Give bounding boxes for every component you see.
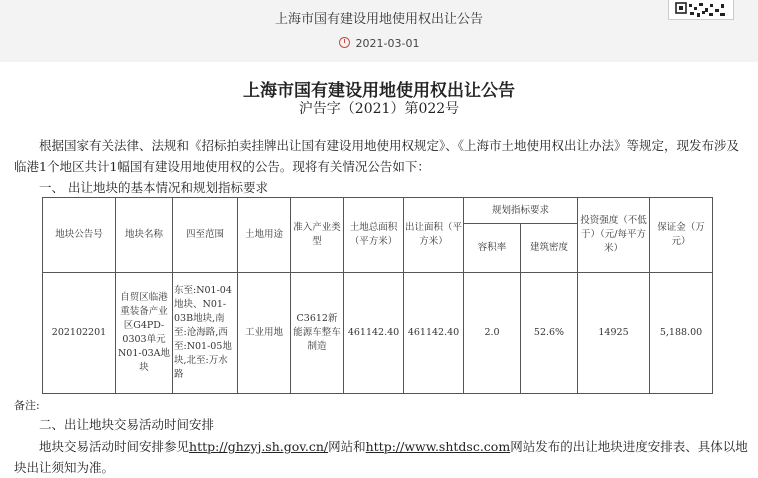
cell-industry: C3612新能源车整车制造 <box>291 273 344 394</box>
cell-transfer-area: 461142.40 <box>404 273 464 394</box>
cell-far: 2.0 <box>464 273 521 394</box>
plot-table <box>42 197 713 394</box>
header-total-area: 土地总面积（平方米） <box>344 198 404 273</box>
header-title: 上海市国有建设用地使用权出让公告 <box>274 12 483 27</box>
table-row <box>43 273 713 394</box>
document-number: 沪告字（2021）第022号 <box>298 101 460 117</box>
header-far: 容积率 <box>464 224 521 273</box>
cell-investment: 14925 <box>578 273 650 394</box>
header-plot-no: 地块公告号 <box>43 198 116 273</box>
intro-paragraph <box>14 135 749 177</box>
qr-code-icon[interactable] <box>668 0 734 20</box>
cell-deposit: 5,188.00 <box>650 273 713 394</box>
top-bar <box>0 0 758 62</box>
cell-plot-name: 自贸区临港重装备产业区G4PD-0303单元N01-03A地块 <box>116 273 173 394</box>
ghzyj-link[interactable]: http://ghzyj.sh.gov.cn/ <box>189 439 329 454</box>
schedule-mid: 网站和 <box>328 439 366 454</box>
shtdsc-link[interactable]: http://www.shtdsc.com <box>365 439 511 454</box>
section-2-text: 二、出让地块交易活动时间安排 <box>39 417 215 432</box>
cell-land-use: 工业用地 <box>238 273 291 394</box>
document-title: 上海市国有建设用地使用权出让公告 <box>243 81 515 101</box>
header-density: 建筑密度 <box>521 224 578 273</box>
table-note: 备注: <box>14 399 40 412</box>
publish-date-text: 2021-03-01 <box>355 37 420 50</box>
cell-density: 52.6% <box>521 273 578 394</box>
section-1-text: 一、 出让地块的基本情况和规划指标要求 <box>39 180 268 195</box>
header-land-use: 土地用途 <box>238 198 291 273</box>
cell-total-area: 461142.40 <box>344 273 404 394</box>
cell-boundary: 东至:N01-04地块、N01-03B地块,南至:沧海路,西至:N01-05地块,北至:万水路 <box>173 273 238 394</box>
intro-text: 根据国家有关法律、法规和《招标拍卖挂牌出让国有建设用地使用权规定》、《上海市土地使用权出让办法》等规定，现发布涉及临港1个地区共计1幅国有建设用地使用权的公告。现将有关情况公告如下： <box>14 138 740 174</box>
clock-icon <box>339 37 350 48</box>
header-investment: 投资强度（不低于）（元/每平方米） <box>578 198 650 273</box>
header-plot-name: 地块名称 <box>116 198 173 273</box>
header-transfer-area: 出让面积（平方米） <box>404 198 464 273</box>
section-2-heading <box>14 414 749 435</box>
header-deposit: 保证金（万元） <box>650 198 713 273</box>
schedule-suffix: 网站发布的出让地块进度安排表、具体以地块出让须知为准。 <box>14 439 748 475</box>
section-1-heading <box>14 177 749 198</box>
header-industry: 准入产业类型 <box>291 198 344 273</box>
schedule-paragraph <box>14 436 749 478</box>
schedule-prefix: 地块交易活动时间安排参见 <box>39 439 190 454</box>
cell-plot-no: 202102201 <box>43 273 116 394</box>
header-planning: 规划指标要求 <box>464 198 578 224</box>
header-boundary: 四至范围 <box>173 198 238 273</box>
publish-date <box>0 37 758 50</box>
